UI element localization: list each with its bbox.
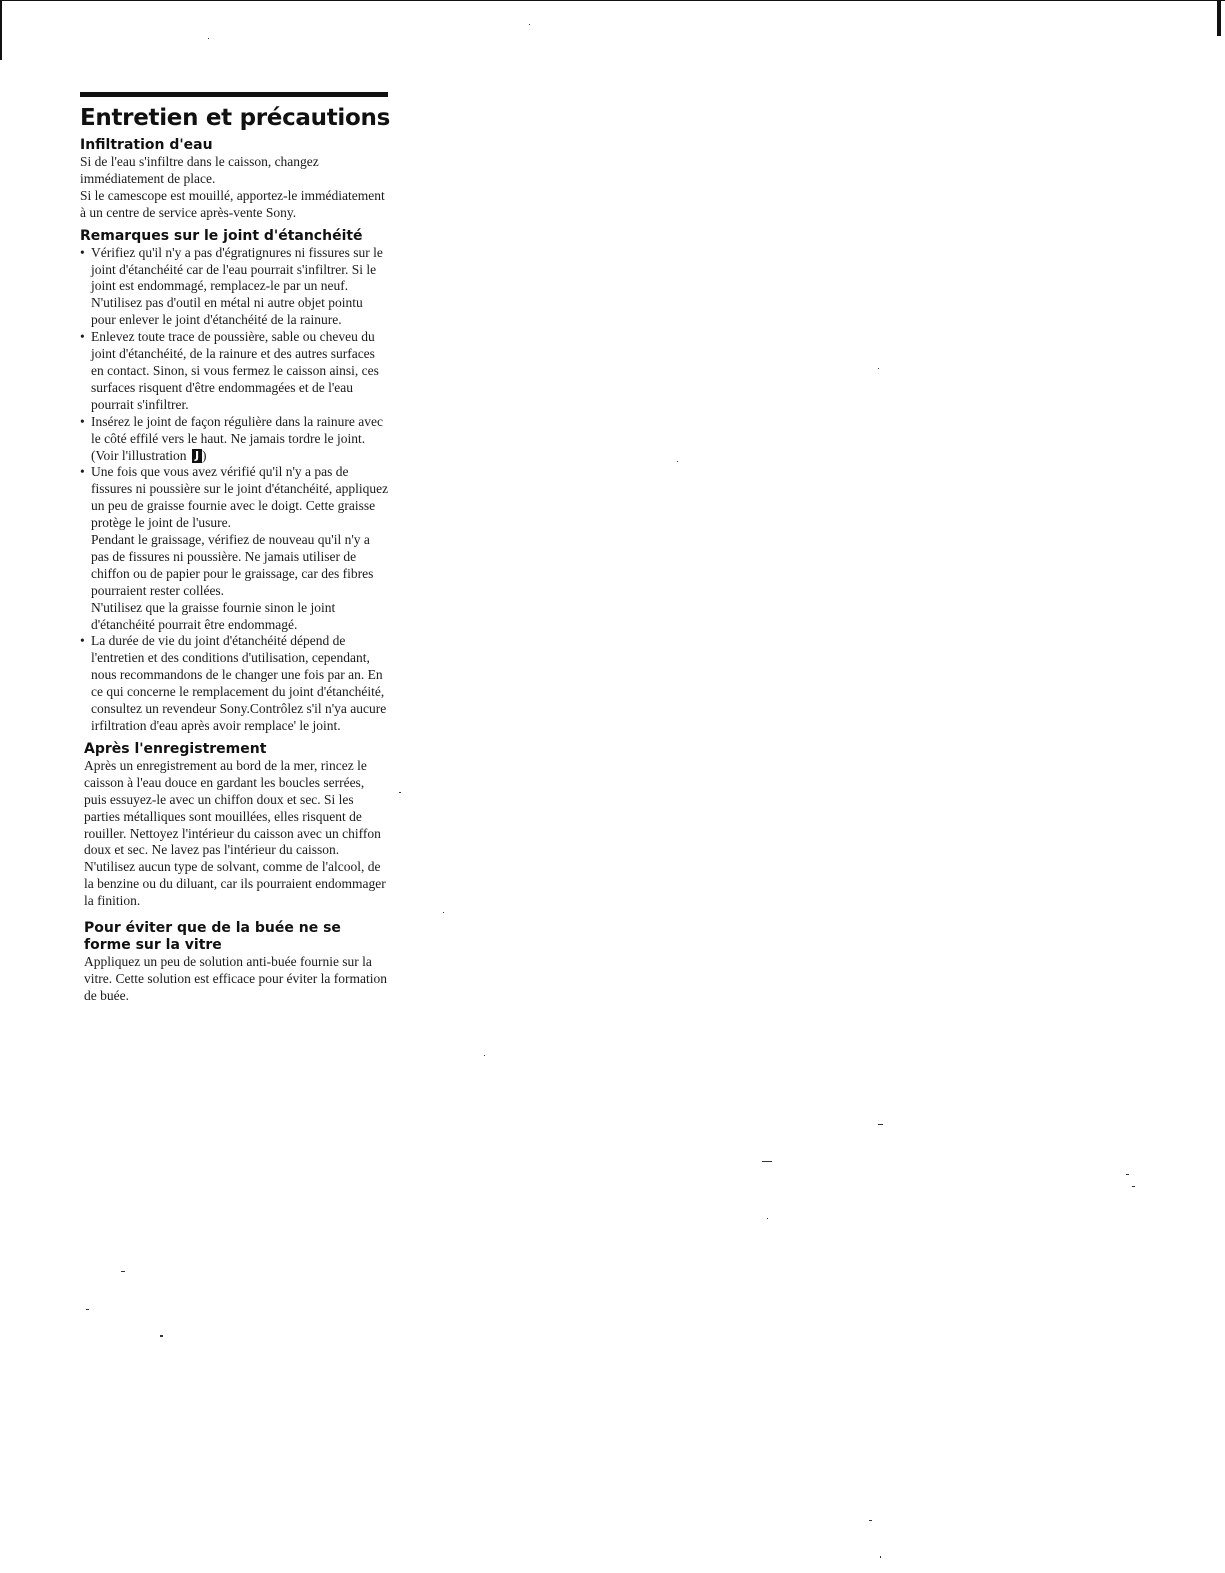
paragraph: Si de l'eau s'infiltre dans le caisson, changez immédiatement de place. xyxy=(80,154,319,186)
paragraph: • Une fois que vous avez vérifié qu'il n'y a pas de fissures ni poussière sur le joint d'étanchéité, appliquez un peu de graisse fournie avec le doigt. Cette graisse protège le joint de l'usure. xyxy=(91,464,389,531)
bullet-list xyxy=(80,245,390,735)
section-apres xyxy=(80,741,390,910)
paragraph: N'utilisez que la graisse fournie sinon le joint d'étanchéité pourrait être endommagé. xyxy=(91,599,336,632)
list-item xyxy=(80,329,390,414)
scan-speck xyxy=(484,1055,485,1056)
scan-speck xyxy=(160,1335,163,1337)
paragraph: Après un enregistrement au bord de la mer, rincez le caisson à l'eau douce en gardant les boucles serrées, puis essuyez-le avec un chiffon doux et sec. Si les parties métalliques sont mouillées, elles risquent de rouiller. Nettoyez l'intérieur du caisson avec un chiffon doux et sec. Ne lavez pas l'intérieur du caisson. N'utilisez aucun type de solvant, comme de l'alcool, de la benzine ou du diluant, car ils pourraient endommager la finition. xyxy=(84,757,386,909)
paragraph: Pendant le graissage, vérifiez de nouveau qu'il n'y a pas de fissures ni poussière. Ne jamais utiliser de chiffon ou de papier pour le graissage, car des fibres pourraient rester collées. xyxy=(91,532,374,598)
page-title: Entretien et précautions xyxy=(80,105,390,131)
section-heading: Remarques sur le joint d'étanchéité xyxy=(80,227,363,244)
paragraph: Appliquez un peu de solution anti-buée fournie sur la vitre. Cette solution est efficace pour éviter la formation de buée. xyxy=(84,954,388,1003)
scan-edge-top xyxy=(0,0,1225,1)
scan-speck xyxy=(1132,1186,1135,1187)
list-item xyxy=(80,633,390,734)
scan-speck xyxy=(443,912,444,913)
text: ) xyxy=(202,447,207,463)
scan-speck xyxy=(878,368,879,369)
section-heading: Après l'enregistrement xyxy=(84,740,267,757)
text: Insérez le joint de façon régulière dans la rainure avec le côté effilé vers le haut. Ne jamais tordre le joint. (Voir l'illustration xyxy=(91,413,383,463)
paragraph: • La durée de vie du joint d'étanchéité dépend de l'entretien et des conditions d'utilisation, cependant, nous recommandons de le changer une fois par an. En ce qui concerne le remplacement du joint d'étanchéité, consultez un revendeur Sony.Contrôlez s'il n'ya aucure irfiltration d'eau après avoir remplace' le joint. xyxy=(91,633,387,733)
scan-edge-left xyxy=(0,0,2,60)
scan-speck xyxy=(869,1520,872,1521)
title-rule xyxy=(80,92,388,97)
scan-speck xyxy=(677,461,678,462)
scan-speck xyxy=(121,1271,125,1272)
scan-speck xyxy=(86,1309,89,1310)
scan-speck xyxy=(767,1218,768,1219)
section-buee xyxy=(80,920,390,1005)
list-item xyxy=(80,245,390,330)
illustration-badge: J xyxy=(192,449,202,463)
section-infiltration xyxy=(80,137,390,222)
paragraph: • Vérifiez qu'il n'y a pas d'égratignures ni fissures sur le joint d'étanchéité car de l'eau pourrait s'infiltrer. Si le joint est endommagé, remplacez-le par un neuf. N'utilisez pas d'outil en métal ni autre objet pointu pour enlever le joint d'étanchéité de la rainure. xyxy=(91,244,383,328)
paragraph xyxy=(91,414,390,465)
section-heading: Pour éviter que de la buée ne se forme sur la vitre xyxy=(84,920,341,954)
section-joint xyxy=(80,228,390,735)
scan-speck xyxy=(878,1124,883,1125)
scan-speck xyxy=(1126,1174,1129,1175)
scan-speck xyxy=(762,1161,772,1162)
section-heading: Infiltration d'eau xyxy=(80,137,213,153)
scan-speck xyxy=(208,38,209,39)
list-item xyxy=(80,464,390,633)
paragraph: • Enlevez toute trace de poussière, sable ou cheveu du joint d'étanchéité, de la rainure et des autres surfaces en contact. Sinon, si vous fermez le caisson ainsi, ces surfaces risquent d'être endommagées et de l'eau pourrait s'infiltrer. xyxy=(91,329,379,412)
scan-speck xyxy=(529,24,530,25)
paragraph: Si le camescope est mouillé, apportez-le immédiatement à un centre de service après-vente Sony. xyxy=(80,187,385,220)
scan-edge-right xyxy=(1217,0,1221,36)
scan-speck xyxy=(399,792,401,793)
scan-speck xyxy=(880,1556,881,1558)
list-item xyxy=(80,414,390,465)
document-column xyxy=(80,92,390,1011)
